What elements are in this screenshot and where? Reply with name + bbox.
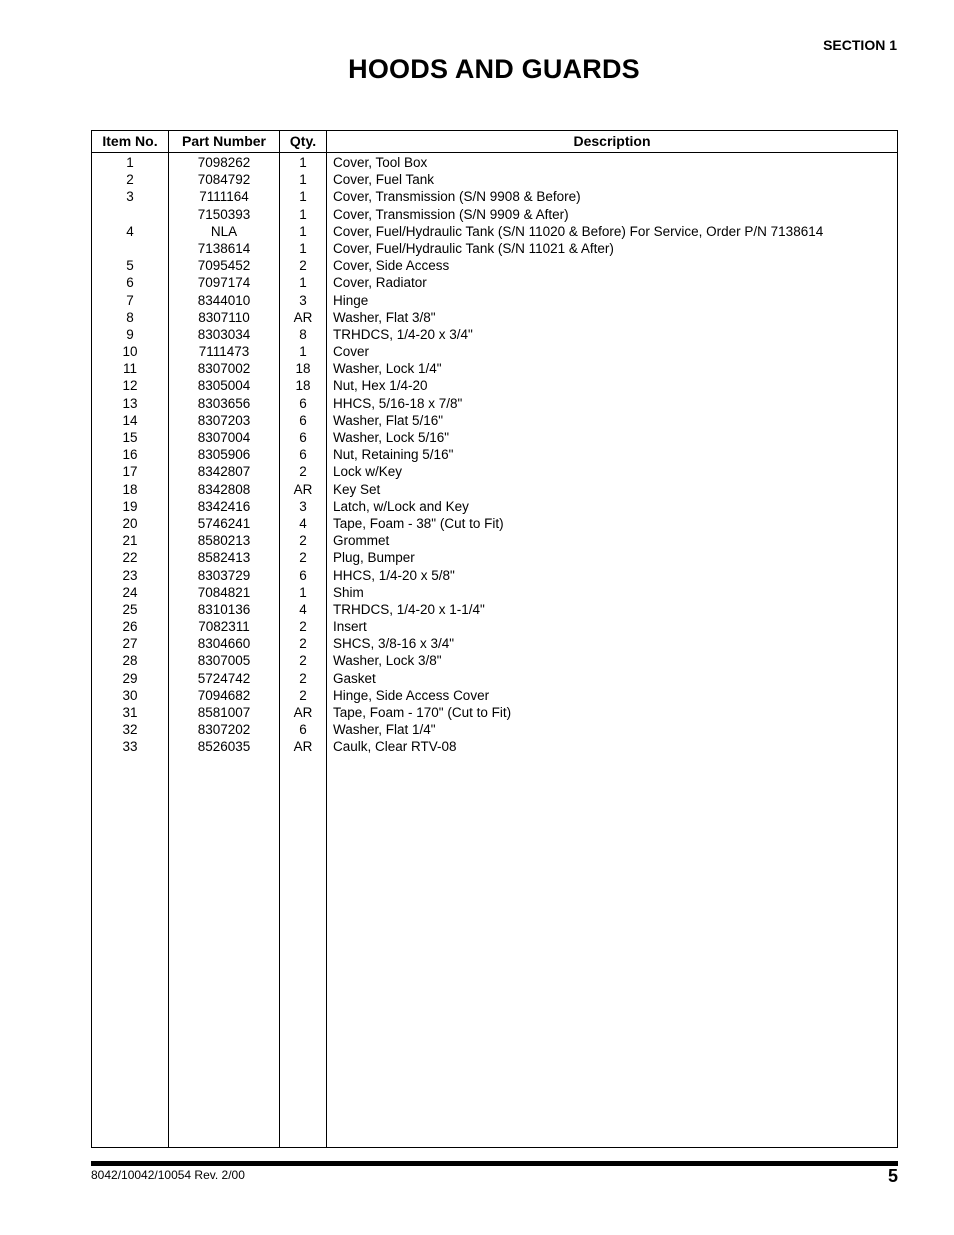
cell-description: Cover, Transmission (S/N 9908 & Before) — [333, 189, 581, 205]
cell-part-number: 7095452 — [197, 258, 251, 274]
cell-qty: AR — [293, 481, 313, 497]
cell-description: Washer, Flat 3/8" — [333, 309, 436, 325]
cell-part-number: 7082311 — [198, 619, 250, 635]
cell-item-no: 5 — [126, 258, 134, 274]
cell-item-no: 26 — [122, 619, 138, 635]
cell-qty: 6 — [299, 430, 307, 445]
table-row — [92, 292, 897, 309]
cell-item-no: 25 — [122, 601, 138, 617]
cell-part-number: 8581007 — [197, 705, 251, 720]
table-row — [92, 515, 897, 532]
cell-part-number: 5746241 — [197, 515, 251, 531]
cell-part-number: 8303034 — [197, 326, 251, 342]
cell-part-number: 8307203 — [197, 412, 251, 428]
table-row — [92, 601, 897, 618]
cell-description: Hinge — [333, 292, 369, 308]
cell-qty: 1 — [299, 189, 307, 205]
cell-part-number: 8307005 — [197, 653, 251, 669]
cell-qty: 2 — [299, 258, 307, 274]
cell-item-no: 19 — [122, 498, 138, 514]
cell-qty: 3 — [299, 292, 307, 308]
table-row — [92, 360, 897, 377]
cell-part-number: 7111164 — [199, 189, 249, 205]
cell-part-number: 7150393 — [197, 206, 251, 222]
cell-item-no: 32 — [122, 722, 138, 738]
cell-item-no: 7 — [126, 292, 134, 308]
cell-qty: 1 — [299, 275, 307, 291]
cell-item-no: 28 — [122, 653, 138, 669]
cell-qty: 6 — [299, 722, 307, 738]
table-row — [92, 343, 897, 360]
cell-part-number: 8307004 — [197, 430, 251, 445]
cell-part-number: 7098262 — [197, 155, 251, 170]
cell-description: Gasket — [333, 670, 376, 686]
cell-qty: 18 — [295, 361, 311, 377]
cell-description: Washer, Lock 5/16" — [333, 430, 450, 445]
cell-description: Washer, Lock 1/4" — [333, 361, 442, 377]
cell-qty: 2 — [299, 533, 307, 549]
cell-description: Cover, Fuel/Hydraulic Tank (S/N 11020 & Before) For Service, Order P/N 7138614 — [333, 223, 824, 239]
cell-item-no: 10 — [122, 344, 138, 360]
table-row — [92, 446, 897, 463]
cell-qty: 1 — [299, 206, 307, 222]
cell-part-number: NLA — [210, 223, 238, 239]
cell-part-number: 5724742 — [197, 670, 251, 686]
cell-qty: AR — [293, 705, 313, 720]
cell-description: Tape, Foam - 170" (Cut to Fit) — [333, 705, 512, 720]
cell-qty: 1 — [299, 155, 307, 170]
cell-qty: 6 — [299, 412, 307, 428]
page-title: HOODS AND GUARDS — [348, 54, 640, 84]
table-row — [92, 635, 897, 652]
cell-qty: 1 — [299, 240, 307, 256]
cell-description: Nut, Retaining 5/16" — [333, 447, 454, 463]
table-row — [92, 670, 897, 687]
document-number: 8042/10042/10054 Rev. 2/00 — [91, 1168, 245, 1182]
table-row — [92, 532, 897, 549]
cell-qty: AR — [293, 309, 313, 325]
cell-item-no: 14 — [122, 412, 138, 428]
cell-description: Cover, Side Access — [333, 258, 450, 274]
table-row — [92, 257, 897, 274]
cell-item-no: 30 — [122, 687, 138, 703]
cell-part-number: 8307002 — [197, 361, 251, 377]
cell-item-no: 12 — [122, 378, 138, 394]
cell-item-no: 23 — [122, 567, 138, 583]
cell-part-number: 8580213 — [197, 533, 251, 549]
cell-description: Cover, Transmission (S/N 9909 & After) — [333, 206, 569, 222]
cell-part-number: 7084821 — [197, 584, 251, 600]
table-row — [92, 240, 897, 257]
cell-item-no: 15 — [122, 430, 138, 445]
parts-table — [91, 130, 898, 1148]
cell-part-number: 8526035 — [197, 739, 251, 755]
table-row — [92, 309, 897, 326]
table-row — [92, 618, 897, 635]
cell-part-number: 8582413 — [197, 550, 251, 566]
cell-part-number: 8344010 — [197, 292, 251, 308]
cell-part-number: 7097174 — [197, 275, 251, 291]
table-row — [92, 395, 897, 412]
table-row — [92, 567, 897, 584]
table-row — [92, 721, 897, 738]
cell-item-no: 16 — [122, 447, 138, 463]
cell-part-number: 8342807 — [197, 464, 251, 480]
cell-item-no: 17 — [122, 464, 138, 480]
cell-item-no: 22 — [122, 550, 138, 566]
cell-item-no: 21 — [122, 533, 138, 549]
cell-part-number: 8303729 — [197, 567, 251, 583]
cell-part-number: 7111473 — [198, 344, 250, 360]
table-row — [92, 154, 897, 171]
cell-description: Cover, Fuel Tank — [333, 172, 435, 188]
cell-item-no: 6 — [126, 275, 134, 291]
cell-item-no: 24 — [122, 584, 138, 600]
table-body — [92, 154, 897, 756]
cell-part-number: 8310136 — [197, 601, 251, 617]
cell-description: Cover, Tool Box — [333, 155, 428, 170]
table-row — [92, 481, 897, 498]
cell-part-number: 8304660 — [197, 636, 251, 652]
cell-description: Washer, Flat 5/16" — [333, 412, 444, 428]
cell-qty: 1 — [299, 172, 307, 188]
cell-item-no: 1 — [126, 155, 134, 170]
cell-qty: AR — [293, 739, 313, 755]
cell-part-number: 7138614 — [197, 240, 251, 256]
cell-description: SHCS, 3/8-16 x 3/4" — [333, 636, 455, 652]
cell-description: HHCS, 1/4-20 x 5/8" — [333, 567, 455, 583]
cell-qty: 6 — [299, 395, 307, 411]
header-qty: Qty. — [289, 133, 317, 149]
cell-description: Insert — [333, 619, 367, 635]
table-row — [92, 326, 897, 343]
table-row — [92, 687, 897, 704]
cell-qty: 3 — [299, 498, 307, 514]
cell-part-number: 7084792 — [197, 172, 251, 188]
cell-qty: 2 — [299, 550, 307, 566]
cell-description: Latch, w/Lock and Key — [333, 498, 469, 514]
cell-part-number: 8342808 — [197, 481, 251, 497]
table-row — [92, 206, 897, 223]
cell-description: Shim — [333, 584, 364, 600]
cell-item-no: 31 — [122, 705, 138, 720]
cell-qty: 2 — [299, 687, 307, 703]
table-row — [92, 188, 897, 205]
cell-item-no: 13 — [122, 395, 138, 411]
table-row — [92, 549, 897, 566]
cell-part-number: 7094682 — [197, 687, 251, 703]
table-row — [92, 498, 897, 515]
cell-item-no: 4 — [126, 223, 134, 239]
cell-qty: 6 — [299, 567, 307, 583]
table-row — [92, 463, 897, 480]
cell-description: Cover, Fuel/Hydraulic Tank (S/N 11021 & After) — [333, 240, 614, 256]
cell-qty: 4 — [299, 515, 307, 531]
footer-rule — [91, 1161, 898, 1166]
cell-qty: 2 — [299, 464, 307, 480]
cell-qty: 2 — [299, 670, 307, 686]
cell-item-no: 11 — [122, 361, 137, 377]
table-row — [92, 377, 897, 394]
cell-item-no: 33 — [122, 739, 138, 755]
table-row — [92, 704, 897, 721]
header-description: Description — [573, 133, 651, 149]
cell-item-no: 27 — [122, 636, 138, 652]
cell-qty: 2 — [299, 653, 307, 669]
cell-description: Tape, Foam - 38" (Cut to Fit) — [333, 515, 504, 531]
cell-item-no: 18 — [122, 481, 138, 497]
cell-description: Washer, Flat 1/4" — [333, 722, 436, 738]
table-row — [92, 429, 897, 446]
cell-qty: 1 — [299, 584, 307, 600]
cell-qty: 8 — [299, 326, 307, 342]
cell-description: Grommet — [333, 533, 390, 549]
cell-item-no: 29 — [122, 670, 138, 686]
cell-description: Key Set — [333, 481, 381, 497]
section-label: SECTION 1 — [823, 37, 897, 53]
cell-part-number: 8303656 — [197, 395, 251, 411]
cell-part-number: 8307202 — [197, 722, 251, 738]
cell-description: Hinge, Side Access Cover — [333, 687, 490, 703]
header-part-number: Part Number — [181, 133, 267, 149]
cell-description: TRHDCS, 1/4-20 x 3/4" — [333, 326, 473, 342]
cell-description: Cover — [333, 344, 370, 360]
cell-item-no: 2 — [126, 172, 134, 188]
cell-description: Cover, Radiator — [333, 275, 427, 291]
cell-item-no: 3 — [126, 189, 134, 205]
table-row — [92, 412, 897, 429]
table-row — [92, 738, 897, 755]
cell-description: Lock w/Key — [333, 464, 403, 480]
cell-qty: 2 — [299, 636, 307, 652]
table-header — [92, 131, 897, 152]
cell-item-no: 20 — [122, 515, 138, 531]
table-row — [92, 274, 897, 291]
cell-qty: 6 — [299, 447, 307, 463]
cell-description: TRHDCS, 1/4-20 x 1-1/4" — [333, 601, 485, 617]
header-item-no: Item No. — [102, 133, 158, 149]
cell-description: Nut, Hex 1/4-20 — [333, 378, 428, 394]
cell-description: Caulk, Clear RTV-08 — [333, 739, 457, 755]
cell-description: Plug, Bumper — [333, 550, 415, 566]
cell-part-number: 8305906 — [197, 447, 251, 463]
header-divider — [92, 152, 897, 153]
table-row — [92, 171, 897, 188]
table-row — [92, 584, 897, 601]
cell-part-number: 8342416 — [197, 498, 251, 514]
cell-description: HHCS, 5/16-18 x 7/8" — [333, 395, 463, 411]
cell-qty: 2 — [299, 619, 307, 635]
page-number: 5 — [887, 1166, 898, 1186]
cell-part-number: 8305004 — [197, 378, 251, 394]
cell-qty: 18 — [295, 378, 311, 394]
table-row — [92, 223, 897, 240]
cell-item-no: 8 — [126, 309, 134, 325]
cell-qty: 1 — [299, 344, 307, 360]
table-row — [92, 652, 897, 669]
cell-qty: 1 — [299, 223, 307, 239]
cell-item-no: 9 — [126, 326, 134, 342]
cell-description: Washer, Lock 3/8" — [333, 653, 442, 669]
cell-qty: 4 — [299, 601, 307, 617]
cell-part-number: 8307110 — [198, 309, 250, 325]
